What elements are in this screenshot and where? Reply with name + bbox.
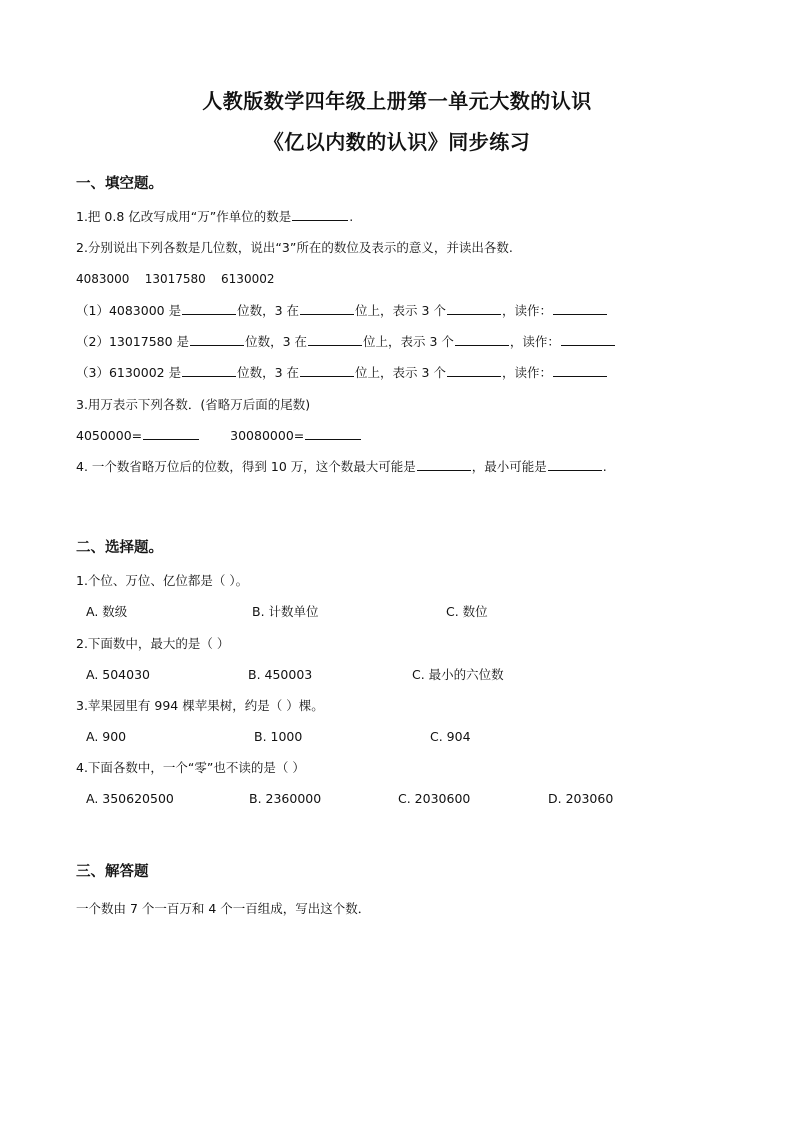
answer-blank[interactable]	[292, 208, 348, 221]
answer-blank[interactable]	[182, 302, 236, 315]
answer-blank[interactable]	[190, 333, 244, 346]
answer-blank[interactable]	[308, 333, 362, 346]
choice-2-option-c[interactable]: C. 最小的六位数	[412, 667, 504, 682]
answer-blank[interactable]	[561, 333, 615, 346]
answer-blank[interactable]	[300, 302, 354, 315]
worksheet-subtitle: 《亿以内数的认识》同步练习	[263, 130, 531, 154]
answer-blank[interactable]	[300, 364, 354, 377]
q2-sub-1: （1）4083000 是 位数，3 在 位上，表示 3 个 ，读作：	[76, 302, 608, 320]
fill-question-1	[76, 208, 353, 226]
answer-blank[interactable]	[548, 458, 602, 471]
answer-blank[interactable]	[553, 302, 607, 315]
worksheet-title: 人教版数学四年级上册第一单元大数的认识	[202, 89, 592, 113]
choice-2-option-b[interactable]: B. 450003	[248, 667, 313, 682]
choice-4-option-b[interactable]: B. 2360000	[249, 791, 322, 806]
section-heading-choice: 二、选择题。	[76, 540, 163, 556]
q1-text: 1.把 0.8 亿改写成用“万”作单位的数是	[76, 209, 292, 224]
answer-blank[interactable]	[447, 302, 501, 315]
choice-question-1: 1.个位、万位、亿位都是（ ）。	[76, 573, 249, 588]
choice-1-option-b[interactable]: B. 计数单位	[252, 604, 319, 619]
fill-question-4: 4. 一个数省略万位后的位数，得到 10 万，这个数最大可能是 ，最小可能是 .	[76, 459, 607, 474]
choice-question-2: 2.下面数中，最大的是（ ）	[76, 636, 230, 651]
answer-blank[interactable]	[447, 364, 501, 377]
choice-question-3: 3.苹果园里有 994 棵苹果树，约是（ ）棵。	[76, 698, 324, 713]
q1-end: .	[349, 209, 354, 224]
q2-sub-2: （2）13017580 是 位数，3 在 位上，表示 3 个 ，读作：	[76, 333, 616, 351]
answer-blank[interactable]	[417, 458, 471, 471]
answer-blank[interactable]	[455, 333, 509, 346]
choice-3-option-a[interactable]: A. 900	[86, 729, 127, 744]
q3-answers: 4050000= 30080000=	[76, 427, 362, 445]
section-heading-fill: 一、填空题。	[76, 176, 163, 192]
choice-4-option-d[interactable]: D. 203060	[548, 791, 614, 806]
choice-1-option-a[interactable]: A. 数级	[86, 604, 128, 619]
q2-numbers: 4083000 13017580 6130002	[76, 272, 275, 286]
q2-sub-3: （3）6130002 是 位数，3 在 位上，表示 3 个 ，读作：	[76, 364, 608, 382]
choice-4-option-c[interactable]: C. 2030600	[398, 791, 471, 806]
answer-blank[interactable]	[553, 364, 607, 377]
choice-2-option-a[interactable]: A. 504030	[86, 667, 150, 682]
answer-question-1: 一个数由 7 个一百万和 4 个一百组成，写出这个数．	[76, 901, 371, 916]
fill-question-2: 2.分别说出下列各数是几位数，说出“3”所在的数位及表示的意义，并读出各数.	[76, 240, 513, 255]
answer-blank[interactable]	[143, 427, 199, 440]
choice-4-option-a[interactable]: A. 350620500	[86, 791, 174, 806]
choice-3-option-b[interactable]: B. 1000	[254, 729, 303, 744]
choice-question-4: 4.下面各数中，一个“零”也不读的是（ ）	[76, 760, 305, 775]
section-heading-answer: 三、解答题	[76, 864, 149, 880]
choice-1-option-c[interactable]: C. 数位	[446, 604, 488, 619]
answer-blank[interactable]	[182, 364, 236, 377]
answer-blank[interactable]	[305, 427, 361, 440]
choice-3-option-c[interactable]: C. 904	[430, 729, 471, 744]
fill-question-3: 3.用万表示下列各数．(省略万后面的尾数)	[76, 397, 311, 412]
